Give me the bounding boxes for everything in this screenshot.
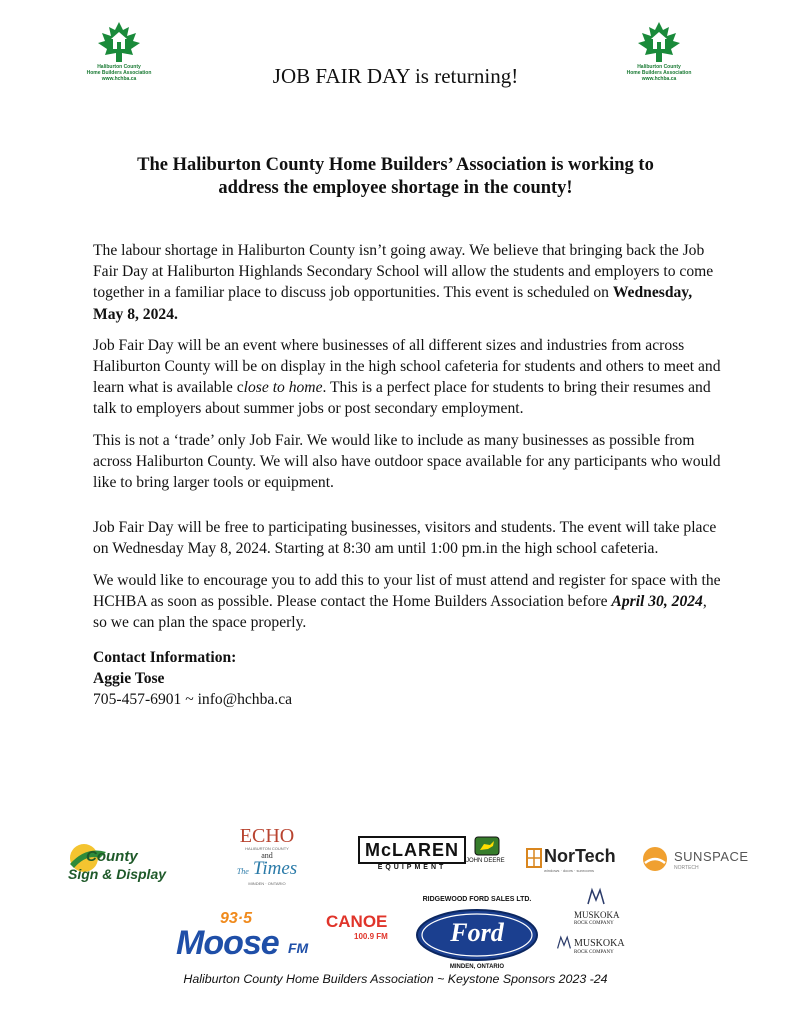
nortech-window-icon: [526, 848, 542, 868]
logo-line-2: Home Builders Association: [626, 70, 692, 76]
headline-line-1: The Haliburton County Home Builders’ Association is working to: [137, 155, 654, 175]
muskoka-rock-logos: [556, 886, 646, 982]
times-subtitle: MINDEN · ONTARIO: [248, 881, 286, 886]
ford-title: Ford: [450, 918, 504, 947]
logo-line-2: Home Builders Association: [86, 70, 152, 76]
contact-block: [93, 647, 723, 710]
contact-name: Aggie Tose: [93, 670, 165, 688]
letter-body: [93, 240, 723, 710]
sunspace-title: SUNSPACE: [674, 849, 749, 864]
muskoka-subtitle-2: ROCK COMPANY: [574, 950, 614, 955]
john-deere-label: JOHN DEERE: [466, 858, 505, 864]
muskoka-title-2: MUSKOKA: [574, 938, 625, 949]
nortech-title: NorTech: [544, 846, 616, 866]
echo-and: and: [261, 851, 273, 860]
moose-fm-label: FM: [288, 940, 309, 956]
moose-title: Moose: [176, 924, 279, 962]
canoe-title: CANOE: [326, 912, 388, 931]
moose-fm-logo: [176, 910, 316, 970]
county-sign-display-logo: [66, 838, 196, 888]
echo-times-logo: [222, 826, 312, 886]
canoe-frequency: 100.9 FM: [354, 932, 388, 941]
john-deere-deer-icon: [474, 836, 500, 856]
nortech-logo: [526, 846, 614, 876]
logo-line-3: www.hchba.ca: [101, 76, 137, 82]
times-the: The: [236, 867, 249, 876]
headline: [80, 154, 711, 200]
contact-heading: Contact Information:: [93, 649, 237, 667]
county-sign-title: County: [86, 848, 138, 865]
paragraph-intro: [93, 240, 723, 325]
ridgewood-ford-logo: [414, 894, 540, 978]
register-text: We would like to encourage you to add this to your list of must attend and register for space with the HCHBA as soon as possible. Please contact the Home Builders Association before: [93, 571, 721, 610]
canoe-fm-logo: [326, 912, 406, 952]
sunspace-logo: [642, 846, 762, 876]
ford-dealer-name: RIDGEWOOD FORD SALES LTD.: [422, 896, 532, 903]
register-text-end: , so we can plan the space properly.: [93, 592, 707, 632]
logo-line-1: Haliburton County: [637, 64, 681, 70]
ford-location: MINDEN, ONTARIO: [449, 964, 505, 970]
event-date: Wednesday, May 8, 2024.: [93, 284, 693, 323]
echo-title: ECHO: [239, 825, 295, 847]
paragraph-description: [93, 335, 723, 420]
muskoka-rock-mark-icon: [586, 886, 606, 906]
muskoka-title-1: MUSKOKA: [574, 910, 620, 920]
registration-deadline: April 30, 2024: [611, 592, 703, 610]
muskoka-subtitle-1: ROCK COMPANY: [574, 921, 614, 926]
sunspace-subtitle: NORTECH: [674, 865, 699, 871]
nortech-subtitle: windows · doors · sunrooms: [544, 868, 595, 873]
times-title: Times: [252, 858, 298, 879]
paragraph-register: [93, 570, 723, 634]
mclaren-title: McLAREN: [358, 836, 466, 864]
moose-frequency: 93·5: [220, 910, 253, 927]
maple-leaf-house-icon: [96, 20, 142, 64]
sunspace-sun-icon: [642, 846, 668, 872]
maple-leaf-house-icon: [636, 20, 682, 64]
contact-details[interactable]: 705-457-6901 ~ info@hchba.ca: [93, 691, 293, 709]
county-sign-subtitle: Sign & Display: [68, 866, 167, 882]
headline-line-2: address the employee shortage in the county!: [218, 178, 573, 198]
footer-sponsors-caption: Haliburton County Home Builders Association ~ Keystone Sponsors 2023 -24: [183, 972, 608, 986]
intro-text: The labour shortage in Haliburton County isn’t going away. We believe that bringing back the Job Fair Day at Haliburton Highlands Secondary School will allow the students and employers to come together in a familiar place to discuss job opportunities. This event is scheduled on: [93, 242, 714, 302]
close-to-home-emphasis: lose to home: [243, 379, 323, 397]
description-text: Job Fair Day will be an event where businesses of all different sizes and industries from across Haliburton County will be on display in the high school cafeteria for students and others to meet and learn what is available c: [93, 336, 721, 397]
paragraph-free-event: Job Fair Day will be free to participating businesses, visitors and students. The event will take place on Wednesday May 8, 2024. Starting at 8:30 am until 1:00 pm.in the high school cafeteria.: [93, 519, 717, 558]
paragraph-not-trade-only: This is not a ‘trade’ only Job Fair. We would like to include as many businesses as possible from across Haliburton County. We will also have outdoor space available for any participants who would like to bring larger tools or equipment.: [93, 431, 721, 492]
logo-line-3: www.hchba.ca: [641, 76, 677, 82]
description-text-end: . This is a perfect place for students to bring their resumes and talk to employers about summer jobs or post secondary employment.: [93, 379, 711, 418]
mclaren-subtitle: EQUIPMENT: [377, 864, 447, 871]
echo-subtitle: HALIBURTON COUNTY: [245, 846, 289, 851]
muskoka-rock-mark-icon: [556, 934, 572, 950]
logo-line-1: Haliburton County: [97, 64, 141, 70]
mclaren-equipment-logo: [358, 836, 508, 876]
page-title: JOB FAIR DAY is returning!: [272, 64, 519, 88]
